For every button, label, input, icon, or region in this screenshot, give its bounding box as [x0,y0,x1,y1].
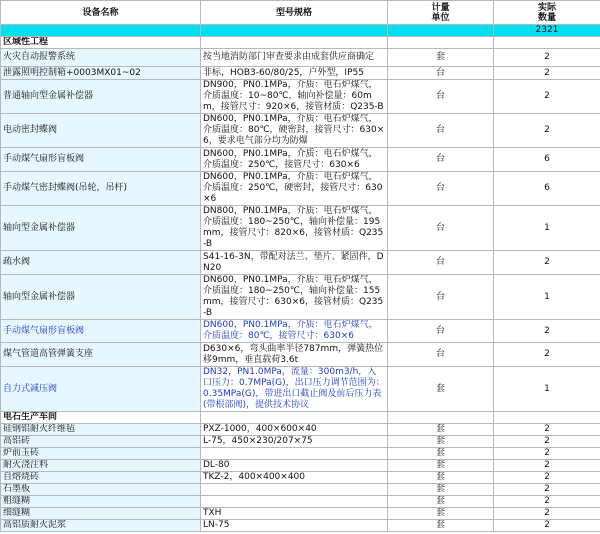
cell-spec: DN900，PN0.1MPa，介质：电石炉煤气，介质温度：10~80℃，轴向补偿量：60mm，接管尺寸：920×6，接管材质：Q235-B [201,80,388,114]
cell-name: 手动煤气扇形盲板阀 [1,148,201,172]
cell-qty: 2 [494,424,600,436]
cell-name: 石墨板 [1,484,201,496]
table-row [1,460,600,472]
cell-unit: 台 [388,67,494,80]
cell-spec: 非标，HOB3-60/80/25，户外型，IP55 [201,67,388,80]
cell-qty: 2 [494,320,600,343]
table-row [1,508,600,520]
header-spec: 型号规格 [201,1,388,25]
cell-qty: 2 [494,460,600,472]
table-row [1,320,600,343]
cell-spec: DN600，PN0.1MPa，介质：电石炉煤气，介质温度：80℃，接管尺寸：630×6 [201,320,388,343]
table-row [1,472,600,484]
table-row [1,448,600,460]
table-row [1,496,600,508]
cell-name: 电动密封蝶阀 [1,114,201,148]
table-row [1,172,600,206]
cell-qty: 2 [494,436,600,448]
header-row [1,1,600,25]
cell-unit: 台 [388,206,494,251]
cell-unit: 套 [388,436,494,448]
section-row [1,412,600,424]
table-row [1,114,600,148]
cell-name: 自力式减压阀 [1,367,201,412]
cell-name: 轴向型金属补偿器 [1,206,201,251]
cell-unit: 台 [388,148,494,172]
cell-qty: 2 [494,496,600,508]
table-row [1,49,600,67]
cell-unit: 套 [388,472,494,484]
cell-qty: 6 [494,172,600,206]
table-row [1,424,600,436]
cell-spec: DN600，PN0.1MPa，介质：电石炉煤气，介质温度：250℃，硬密封，接管尺寸：630×6 [201,172,388,206]
table-row [1,520,600,532]
header-name: 设备名称 [1,1,201,25]
cell-unit [388,37,494,49]
cell-qty: 2 [494,484,600,496]
cell-name: 硅钢铝耐火纤维毡 [1,424,201,436]
cell-name: 粗缝糊 [1,496,201,508]
cell-unit: 套 [388,448,494,460]
cell-unit: 台 [388,320,494,343]
cell-unit: 台 [388,80,494,114]
cell-spec: PXZ-1000，400×600×40 [201,424,388,436]
cell-unit: 套 [388,424,494,436]
cell-qty: 1 [494,206,600,251]
cell-qty: 2 [494,508,600,520]
cell-spec: DN800，PN0.1MPa，介质：电石炉煤气，介质温度：180~250℃，轴向补偿量：195mm，接管尺寸：820×6，接管材质：Q235-B [201,206,388,251]
cell-spec: D630×6，弯头曲率半径787mm，弹簧热位移9mm，垂直载荷3.6t [201,343,388,367]
cell-qty: 1 [494,275,600,320]
cell-spec: DN32，PN1.0MPa，流量：300m3/h，入口压力：0.7MPa(G)，出口压力调节范围为：0.35MPa(G)，带进出口截止阀及前后压力表(带根部阀)，提供技术协议 [201,367,388,412]
cell-qty [494,37,600,49]
cell-unit: 台 [388,343,494,367]
cell-name: 区域性工程 [1,37,201,49]
cell-unit: 套 [388,496,494,508]
table-row [1,206,600,251]
header-unit: 计量 单位 [388,1,494,25]
cyan-qty: 2321 [494,25,600,37]
cell-unit: 台 [388,275,494,320]
cell-spec: DL-80 [201,460,388,472]
cell-unit [388,412,494,424]
table-row [1,484,600,496]
cell-unit: 套 [388,49,494,67]
cell-name: 疏水阀 [1,251,201,275]
cell-unit: 台 [388,251,494,275]
cell-qty: 2 [494,49,600,67]
table-body [1,37,600,532]
cell-unit: 套 [388,367,494,412]
cell-unit: 套 [388,508,494,520]
cell-qty: 2 [494,114,600,148]
cell-name: 火灾自动报警系统 [1,49,201,67]
table-row [1,343,600,367]
cell-qty: 2 [494,67,600,80]
cell-name: 轴向型金属补偿器 [1,275,201,320]
table-row [1,251,600,275]
cell-spec: TKZ-2，400×400×400 [201,472,388,484]
header-qty: 实际 数量 [494,1,600,25]
table-row [1,436,600,448]
cell-name: 炉前玉砖 [1,448,201,460]
cell-spec: DN600，PN0.1MPa，介质：电石炉煤气，介质温度：250℃，接管尺寸：630×6 [201,148,388,172]
cell-spec: 按当地消防部门审查要求由成套供应商确定 [201,49,388,67]
cell-name: 手动煤气扇形盲板阀 [1,320,201,343]
cell-qty [494,412,600,424]
cell-qty: 2 [494,80,600,114]
cell-spec [201,37,388,49]
cell-unit: 台 [388,114,494,148]
cell-spec: TXH [201,508,388,520]
section-row [1,37,600,49]
table-row [1,67,600,80]
cell-unit: 套 [388,520,494,532]
table-row [1,367,600,412]
cell-spec [201,484,388,496]
table-row [1,275,600,320]
cell-unit: 套 [388,484,494,496]
cell-unit: 台 [388,172,494,206]
cell-spec: DN600，PN0.1MPa，介质：电石炉煤气，介质温度：80℃，硬密封，接管尺寸：630×6，要求电气部分均为防爆 [201,114,388,148]
cell-name: 手动煤气密封蝶阀(吊轮，吊杆) [1,172,201,206]
cell-name: 细缝糊 [1,508,201,520]
table-row [1,148,600,172]
cell-qty: 2 [494,472,600,484]
cell-name: 高铝质耐火泥浆 [1,520,201,532]
cell-spec [201,496,388,508]
cell-qty: 2 [494,520,600,532]
cell-spec: S41-16-3N，带配对法兰、垫片、紧固件，DN20 [201,251,388,275]
cell-name: 自熔烧砖 [1,472,201,484]
cell-spec: L-75，450×230/207×75 [201,436,388,448]
cyan-row [1,25,600,37]
cell-spec [201,412,388,424]
cell-name: 泄露照明控制箱+0003MX01~02 [1,67,201,80]
cell-qty: 2 [494,251,600,275]
cell-name: 电石生产车间 [1,412,201,424]
cell-spec: DN600，PN0.1MPa，介质：电石炉煤气，介质温度：180~250℃，轴向补偿量：155mm，接管尺寸：630×6，接管材质：Q235-B [201,275,388,320]
cell-qty: 2 [494,343,600,367]
cell-spec: LN-75 [201,520,388,532]
cell-qty: 6 [494,148,600,172]
cell-name: 耐火浇注料 [1,460,201,472]
cell-name: 煤气管道高管弹簧支座 [1,343,201,367]
cell-unit: 套 [388,460,494,472]
cell-qty: 2 [494,448,600,460]
cell-name: 普通轴向型金属补偿器 [1,80,201,114]
cell-qty: 1 [494,367,600,412]
cell-name: 高铝砖 [1,436,201,448]
cell-spec [201,448,388,460]
table-row [1,80,600,114]
